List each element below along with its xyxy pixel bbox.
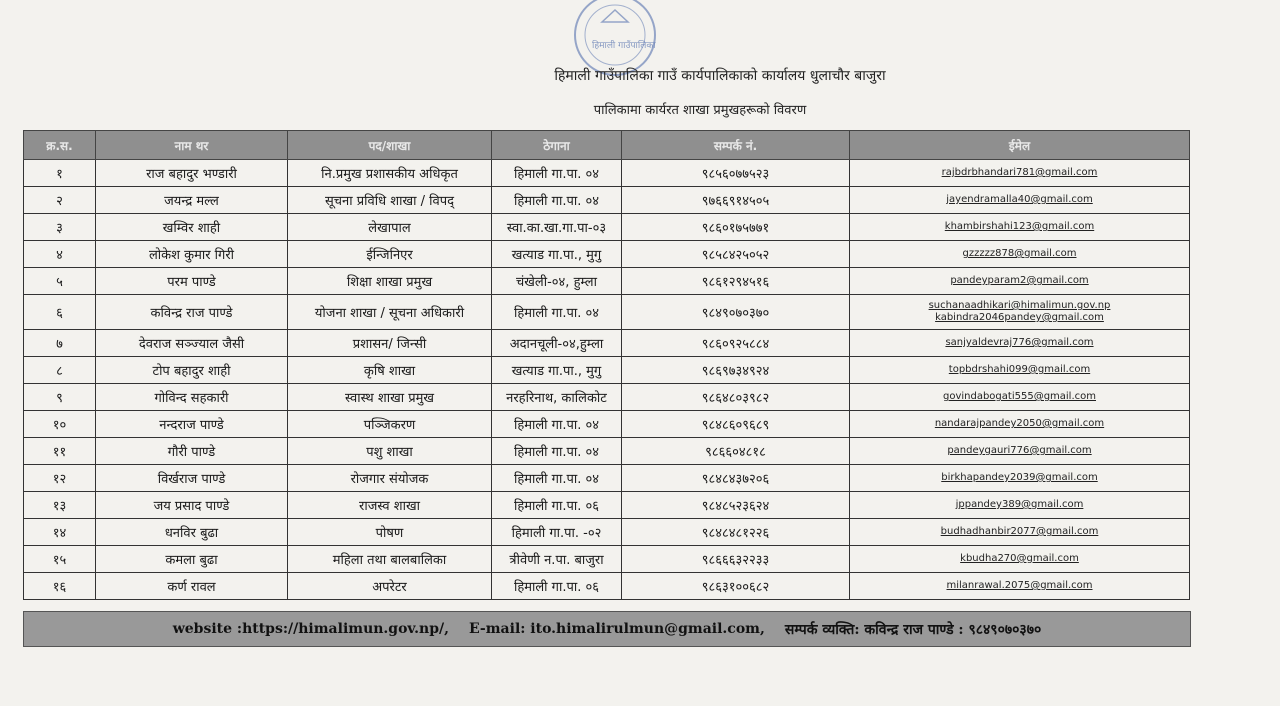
cell-phone: ९८६६०४८१८ (622, 438, 850, 465)
email-link[interactable]: suchanaadhikari@himalimun.gov.np (928, 300, 1111, 311)
email-link-secondary[interactable]: kabindra2046pandey@gmail.com (935, 312, 1104, 323)
cell-email[interactable] (850, 241, 1190, 268)
cell-name: धनविर बुढा (96, 519, 288, 546)
email-link[interactable]: topbdrshahi099@gmail.com (948, 364, 1091, 375)
cell-address: हिमाली गा.पा. -०२ (492, 519, 622, 546)
cell-sn: ५ (24, 268, 96, 295)
cell-sn: १४ (24, 519, 96, 546)
cell-phone: ९८४८४३७२०६ (622, 465, 850, 492)
cell-email[interactable] (850, 519, 1190, 546)
table-row (24, 546, 1190, 573)
email-link[interactable]: govindabogati555@gmail.com (942, 391, 1096, 402)
cell-address: हिमाली गा.पा. ०४ (492, 411, 622, 438)
cell-sn: ८ (24, 357, 96, 384)
cell-sn: ९ (24, 384, 96, 411)
cell-name: लोकेश कुमार गिरी (96, 241, 288, 268)
email-link[interactable]: birkhapandey2039@gmail.com (941, 472, 1098, 483)
cell-phone: ९७६६९१४५०५ (622, 187, 850, 214)
cell-address: त्रीवेणी न.पा. बाजुरा (492, 546, 622, 573)
footer-website: website :https://himalimun.gov.np/, (172, 621, 449, 637)
table-row (24, 187, 1190, 214)
cell-sn: १ (24, 160, 96, 187)
table-header-row (24, 131, 1190, 160)
table-row (24, 384, 1190, 411)
cell-sn: १६ (24, 573, 96, 600)
cell-address: हिमाली गा.पा. ०६ (492, 573, 622, 600)
cell-post: पशु शाखा (288, 438, 492, 465)
email-link[interactable]: sanjyaldevraj776@gmail.com (945, 337, 1094, 348)
cell-sn: १३ (24, 492, 96, 519)
cell-phone: ९८६१२९४५१६ (622, 268, 850, 295)
cell-email[interactable] (850, 295, 1190, 330)
cell-post: पञ्जिकरण (288, 411, 492, 438)
table-row (24, 438, 1190, 465)
cell-name: खम्विर शाही (96, 214, 288, 241)
cell-post: प्रशासन/ जिन्सी (288, 330, 492, 357)
cell-post: लेखापाल (288, 214, 492, 241)
cell-post: नि.प्रमुख प्रशासकीय अधिकृत (288, 160, 492, 187)
table-row (24, 465, 1190, 492)
cell-email[interactable] (850, 465, 1190, 492)
cell-email[interactable] (850, 546, 1190, 573)
document-subtitle: पालिकामा कार्यरत शाखा प्रमुखहरूको विवरण (593, 103, 807, 118)
table-row (24, 573, 1190, 600)
email-link[interactable]: pandeygauri776@gmail.com (947, 445, 1092, 456)
cell-name: परम पाण्डे (96, 268, 288, 295)
cell-sn: १५ (24, 546, 96, 573)
cell-address: हिमाली गा.पा. ०६ (492, 492, 622, 519)
office-title: हिमाली गाउँपालिका गाउँ कार्यपालिकाको कार्यालय धुलाचौर बाजुरा (554, 68, 886, 84)
cell-post: सूचना प्रविधि शाखा / विपद् (288, 187, 492, 214)
cell-address: नरहरिनाथ, कालिकोट (492, 384, 622, 411)
cell-post: राजस्व शाखा (288, 492, 492, 519)
cell-name: टोप बहादुर शाही (96, 357, 288, 384)
email-link[interactable]: budhadhanbir2077@gmail.com (940, 526, 1099, 537)
cell-address: खत्याड गा.पा., मुगु (492, 241, 622, 268)
cell-post: अपरेटर (288, 573, 492, 600)
email-link[interactable]: jppandey389@gmail.com (955, 499, 1084, 510)
table-row (24, 268, 1190, 295)
cell-email[interactable] (850, 187, 1190, 214)
cell-email[interactable] (850, 357, 1190, 384)
cell-phone: ९८४९०७०३७० (622, 295, 850, 330)
cell-name: कमला बुढा (96, 546, 288, 573)
cell-name: देवराज सञ्ज्याल जैसी (96, 330, 288, 357)
cell-sn: १० (24, 411, 96, 438)
table-row (24, 295, 1190, 330)
cell-post: शिक्षा शाखा प्रमुख (288, 268, 492, 295)
cell-email[interactable] (850, 492, 1190, 519)
svg-text:हिमाली गाउँपालिका: हिमाली गाउँपालिका (592, 41, 656, 51)
email-link[interactable]: khambirshahi123@gmail.com (944, 221, 1095, 232)
cell-post: कृषि शाखा (288, 357, 492, 384)
email-link[interactable]: nandarajpandey2050@gmail.com (934, 418, 1105, 429)
cell-email[interactable] (850, 573, 1190, 600)
cell-post: महिला तथा बालबालिका (288, 546, 492, 573)
cell-address: हिमाली गा.पा. ०४ (492, 465, 622, 492)
cell-sn: ६ (24, 295, 96, 330)
cell-name: कर्ण रावल (96, 573, 288, 600)
cell-email[interactable] (850, 438, 1190, 465)
cell-email[interactable] (850, 214, 1190, 241)
column-header: नाम थर (96, 131, 288, 160)
cell-phone: ९८४८४८१२२६ (622, 519, 850, 546)
cell-phone: ९८६०१७५७७१ (622, 214, 850, 241)
cell-post: रोजगार संयोजक (288, 465, 492, 492)
email-link[interactable]: kbudha270@gmail.com (960, 553, 1079, 564)
table-row (24, 214, 1190, 241)
footer-contact-person: सम्पर्क व्यक्ति: कविन्द्र राज पाण्डे : ९८४९०७०३७० (784, 621, 1042, 638)
cell-name: नन्दराज पाण्डे (96, 411, 288, 438)
cell-email[interactable] (850, 268, 1190, 295)
cell-address: हिमाली गा.पा. ०४ (492, 438, 622, 465)
column-header: पद/शाखा (288, 131, 492, 160)
cell-sn: ११ (24, 438, 96, 465)
cell-sn: २ (24, 187, 96, 214)
table-row (24, 330, 1190, 357)
cell-post: योजना शाखा / सूचना अधिकारी (288, 295, 492, 330)
footer-email: E-mail: ito.himalirulmun@gmail.com, (469, 621, 765, 637)
email-link[interactable]: pandeyparam2@gmail.com (950, 275, 1089, 286)
email-link[interactable]: rajbdrbhandari781@gmail.com (941, 167, 1098, 178)
cell-email[interactable] (850, 330, 1190, 357)
email-link[interactable]: jayendramalla40@gmail.com (946, 194, 1093, 205)
cell-phone: ९८६६६३२२३३ (622, 546, 850, 573)
cell-name: गोविन्द सहकारी (96, 384, 288, 411)
table-row (24, 357, 1190, 384)
cell-phone: ९८६९७३४९२४ (622, 357, 850, 384)
cell-phone: ९८५६०७७५२३ (622, 160, 850, 187)
table-row (24, 241, 1190, 268)
cell-name: जयन्द्र मल्ल (96, 187, 288, 214)
table-row (24, 411, 1190, 438)
cell-sn: ३ (24, 214, 96, 241)
cell-phone: ९८५८४२५०५२ (622, 241, 850, 268)
cell-phone: ९८६०९२५८८४ (622, 330, 850, 357)
cell-phone: ९८४८६०९६८९ (622, 411, 850, 438)
cell-address: अदानचूली-०४,हुम्ला (492, 330, 622, 357)
cell-name: जय प्रसाद पाण्डे (96, 492, 288, 519)
cell-name: गौरी पाण्डे (96, 438, 288, 465)
cell-name: राज बहादुर भण्डारी (96, 160, 288, 187)
cell-name: कविन्द्र राज पाण्डे (96, 295, 288, 330)
cell-address: चंखेली-०४, हुम्ला (492, 268, 622, 295)
cell-address: हिमाली गा.पा. ०४ (492, 187, 622, 214)
column-header: ठेगाना (492, 131, 622, 160)
cell-address: हिमाली गा.पा. ०४ (492, 295, 622, 330)
staff-table (23, 130, 1190, 600)
cell-address: स्वा.का.खा.गा.पा-०३ (492, 214, 622, 241)
cell-sn: १२ (24, 465, 96, 492)
table-row (24, 160, 1190, 187)
cell-sn: ७ (24, 330, 96, 357)
cell-name: विर्खराज पाण्डे (96, 465, 288, 492)
column-header: ईमेल (850, 131, 1190, 160)
column-header: क्र.स. (24, 131, 96, 160)
email-link[interactable]: milanrawal.2075@gmail.com (946, 580, 1093, 591)
email-link[interactable]: gzzzzz878@gmail.com (962, 248, 1077, 259)
cell-post: स्वास्थ शाखा प्रमुख (288, 384, 492, 411)
cell-sn: ४ (24, 241, 96, 268)
office-stamp (540, 0, 690, 100)
cell-post: पोषण (288, 519, 492, 546)
cell-email[interactable] (850, 411, 1190, 438)
column-header: सम्पर्क नं. (622, 131, 850, 160)
cell-address: हिमाली गा.पा. ०४ (492, 160, 622, 187)
footer-contact-bar (23, 611, 1191, 647)
cell-post: ईन्जिनिएर (288, 241, 492, 268)
table-row (24, 519, 1190, 546)
cell-email[interactable] (850, 384, 1190, 411)
cell-phone: ९८६४८०३९८२ (622, 384, 850, 411)
cell-email[interactable] (850, 160, 1190, 187)
cell-address: खत्याड गा.पा., मुगु (492, 357, 622, 384)
table-row (24, 492, 1190, 519)
cell-phone: ९८६३१००६८२ (622, 573, 850, 600)
cell-phone: ९८४८५२३६२४ (622, 492, 850, 519)
